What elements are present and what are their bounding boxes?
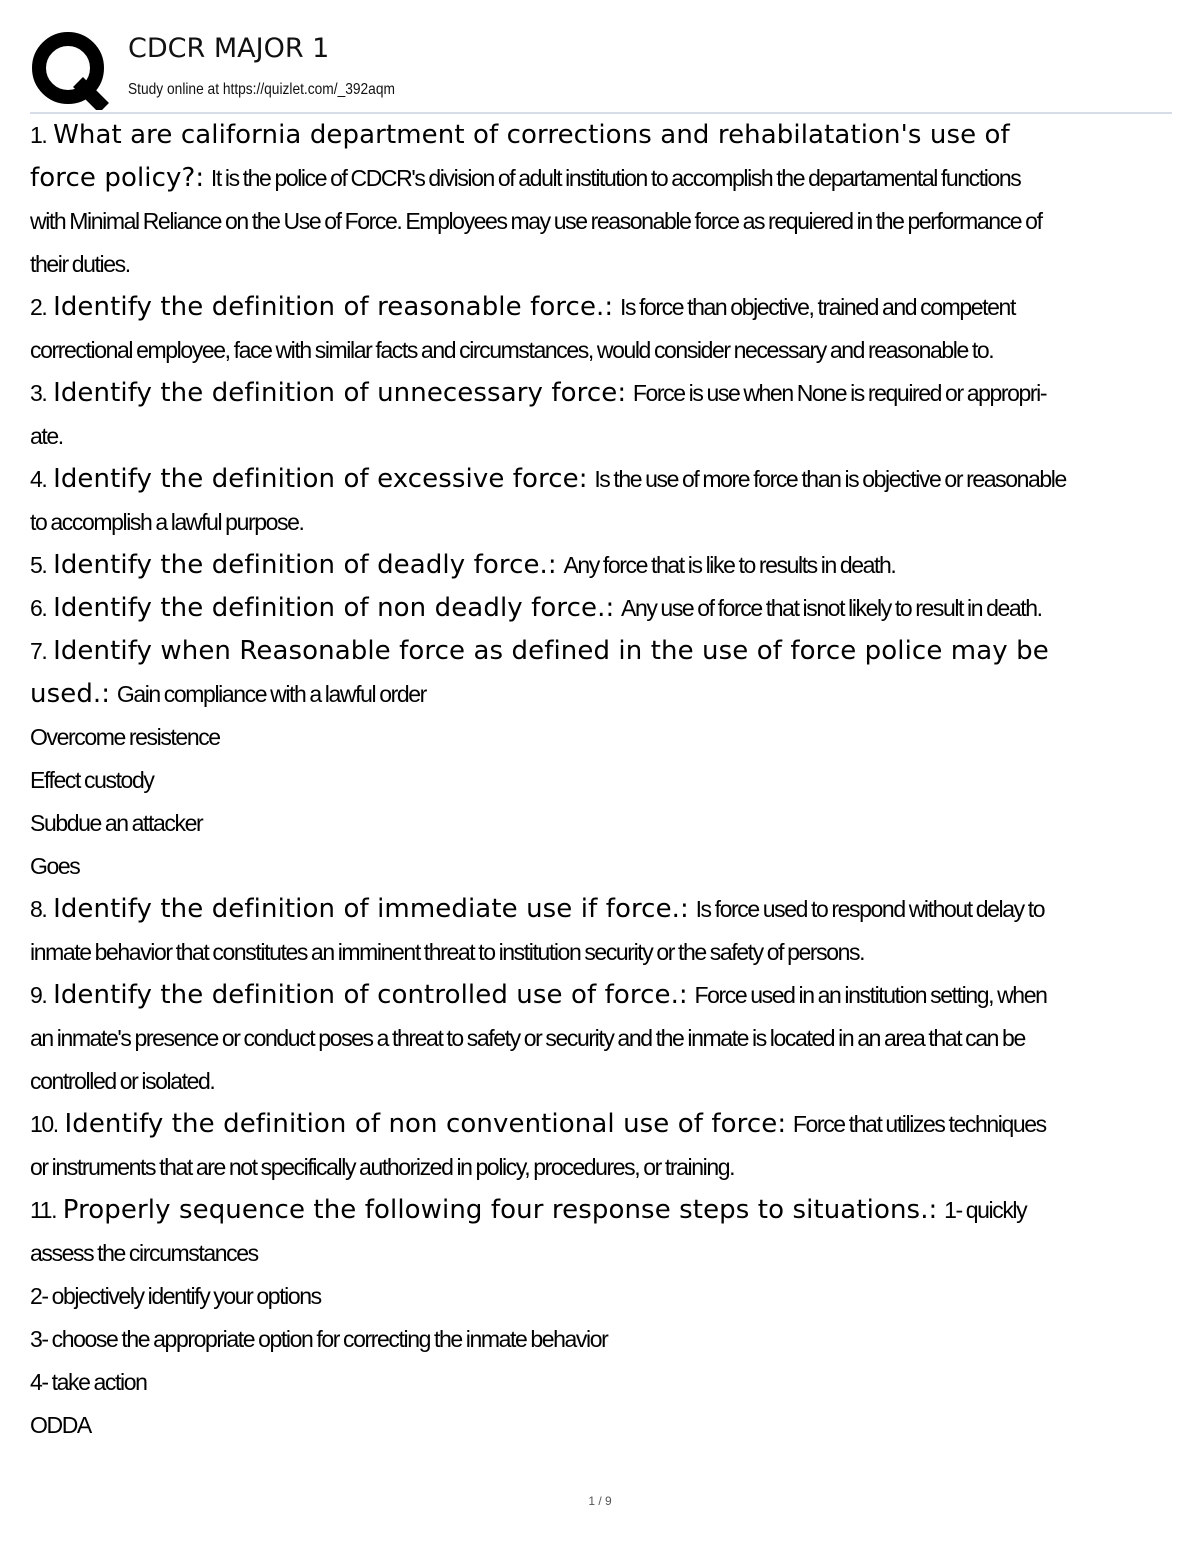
- card-number: 9.: [30, 982, 47, 1008]
- card-answer: Force that utilizes techniques: [792, 1111, 1046, 1137]
- card-answer: 3- choose the appropriate option for correcting the inmate behavior: [30, 1326, 608, 1352]
- card-number: 3.: [30, 380, 47, 406]
- card-answer: Force is use when None is required or appropri-: [632, 380, 1047, 406]
- card-question: Identify the definition of unnecessary force:: [53, 378, 627, 408]
- card-answer: Effect custody: [30, 767, 154, 793]
- card-question: Identify the definition of excessive force:: [53, 464, 588, 494]
- card-question: used.:: [30, 679, 111, 709]
- flashcard-item: [30, 630, 1180, 888]
- card-answer: with Minimal Reliance on the Use of Force. Employees may use reasonable force as requiered in the performance of: [30, 208, 1042, 234]
- flashcard-item: [30, 974, 1180, 1103]
- flashcard-item: [30, 114, 1180, 286]
- card-question: force policy?:: [30, 163, 205, 193]
- card-answer: It is the police of CDCR's division of adult institution to accomplish the departamental functions: [210, 165, 1021, 191]
- set-title: CDCR MAJOR 1: [128, 33, 330, 64]
- card-answer: or instruments that are not specifically authorized in policy, procedures, or training.: [30, 1154, 735, 1180]
- study-online-link[interactable]: Study online at https://quizlet.com/_392aqm: [128, 81, 395, 98]
- card-answer: 4- take action: [30, 1369, 147, 1395]
- page-header: [30, 28, 1172, 112]
- card-answer: Subdue an attacker: [30, 810, 203, 836]
- card-answer: 2- objectively identify your options: [30, 1283, 321, 1309]
- flashcard-item: [30, 1103, 1180, 1189]
- card-number: 8.: [30, 896, 47, 922]
- card-question: Identify when Reasonable force as defined in the use of force police may be: [53, 636, 1049, 666]
- card-number: 7.: [30, 638, 47, 664]
- card-answer: Overcome resistence: [30, 724, 220, 750]
- quizlet-logo-icon: [30, 30, 110, 110]
- card-question: Identify the definition of non deadly force.:: [53, 593, 615, 623]
- card-question: Properly sequence the following four response steps to situations.:: [62, 1195, 938, 1225]
- card-number: 6.: [30, 595, 47, 621]
- card-question: Identify the definition of deadly force.:: [53, 550, 557, 580]
- card-answer: Is the use of more force than is objective or reasonable: [594, 466, 1066, 492]
- card-question: What are california department of corrections and rehabilatation's use of: [53, 120, 1010, 150]
- card-question: Identify the definition of reasonable force.:: [53, 292, 614, 322]
- card-answer: Any force that is like to results in death.: [563, 552, 896, 578]
- card-answer: correctional employee, face with similar facts and circumstances, would consider necessary and reasonable to.: [30, 337, 994, 363]
- card-answer: Is force used to respond without delay to: [695, 896, 1045, 922]
- card-answer: Is force than objective, trained and competent: [619, 294, 1015, 320]
- flashcard-item: [30, 888, 1180, 974]
- card-answer: to accomplish a lawful purpose.: [30, 509, 304, 535]
- card-answer: controlled or isolated.: [30, 1068, 215, 1094]
- card-number: 11.: [30, 1197, 57, 1223]
- flashcard-item: [30, 372, 1180, 458]
- card-number: 5.: [30, 552, 47, 578]
- card-question: Identify the definition of controlled use of force.:: [53, 980, 688, 1010]
- flashcard-item: [30, 1189, 1180, 1447]
- card-answer: an inmate's presence or conduct poses a threat to safety or security and the inmate is located in an area that can be: [30, 1025, 1025, 1051]
- card-answer: inmate behavior that constitutes an imminent threat to institution security or the safety of persons.: [30, 939, 865, 965]
- card-question: Identify the definition of non conventional use of force:: [64, 1109, 787, 1139]
- flashcard-list: [30, 114, 1180, 1447]
- page-number: 1 / 9: [588, 1494, 612, 1508]
- flashcard-item: [30, 587, 1180, 630]
- card-number: 1.: [30, 122, 47, 148]
- card-answer: their duties.: [30, 251, 130, 277]
- card-number: 10.: [30, 1111, 58, 1137]
- card-answer: 1- quickly: [944, 1197, 1027, 1223]
- flashcard-item: [30, 458, 1180, 544]
- card-answer: Any use of force that isnot likely to result in death.: [621, 595, 1042, 621]
- card-answer: Force used in an institution setting, when: [694, 982, 1047, 1008]
- card-answer: ate.: [30, 423, 63, 449]
- card-answer: Goes: [30, 853, 80, 879]
- flashcard-item: [30, 286, 1180, 372]
- flashcard-item: [30, 544, 1180, 587]
- card-answer: ODDA: [30, 1412, 91, 1438]
- card-number: 2.: [30, 294, 47, 320]
- card-number: 4.: [30, 466, 47, 492]
- card-question: Identify the definition of immediate use if force.:: [53, 894, 689, 924]
- card-answer: Gain compliance with a lawful order: [116, 681, 426, 707]
- card-answer: assess the circumstances: [30, 1240, 258, 1266]
